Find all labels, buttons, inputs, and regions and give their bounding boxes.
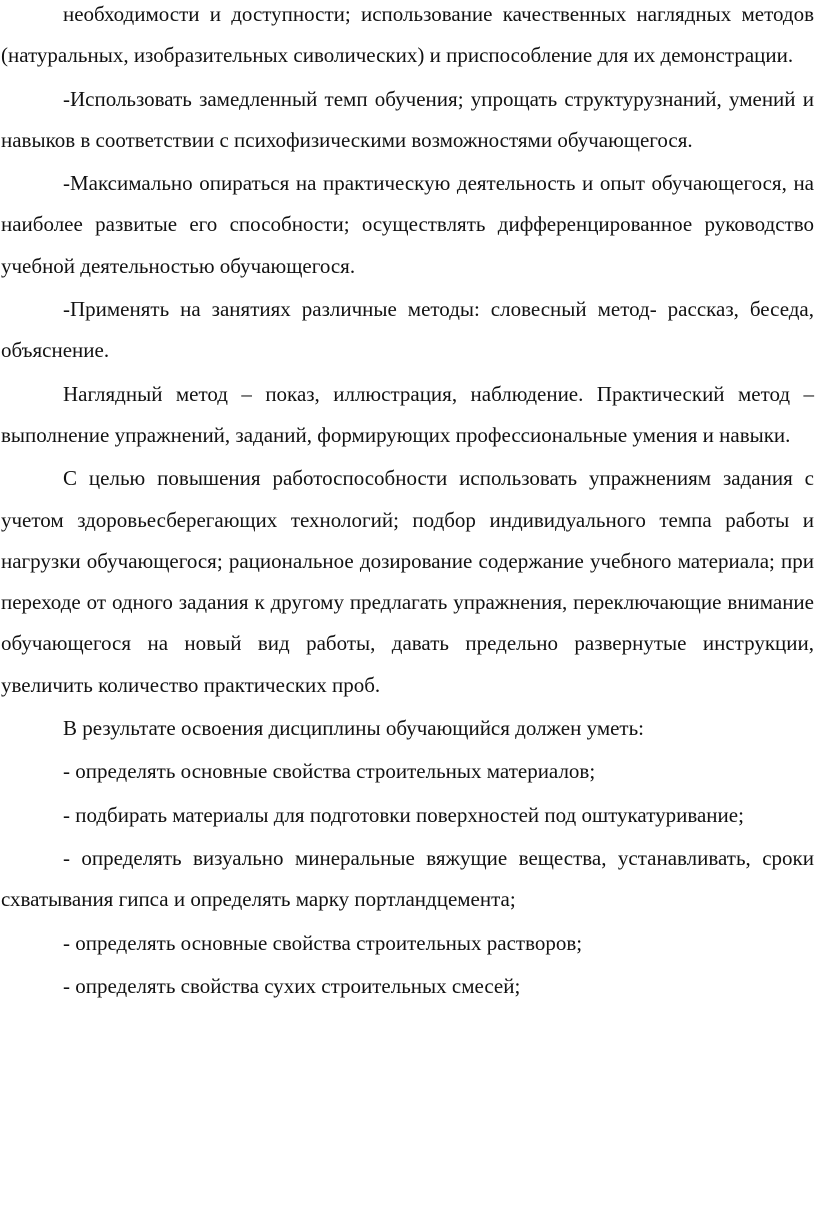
paragraph-practical-activity: -Максимально опираться на практическую деятельность и опыт обучающегося, на наиболее развитые его способности; осуществлять дифференцированное руководство учебной деятельностью обучающегося. [1,171,814,278]
list-item-material-properties: - определять основные свойства строительных материалов; [63,759,596,784]
paragraph-methods: -Применять на занятиях различные методы: словесный метод- рассказ, беседа, объяснение. [1,297,814,363]
paragraph-work-capacity: С целью повышения работоспособности использовать упражнениям задания с учетом здоровьесберегающих технологий; подбор индивидуального темпа работы и нагрузки обучающегося; рациональное дозирование содержание учебного материала; при переходе от одного задания к другому предлагать упражнения, переключающие внимание обучающегося на новый вид работы, давать предельно развернутые инструкции, увеличить количество практических проб. [1,466,814,697]
list-item-mortar-properties: - определять основные свойства строительных растворов; [63,930,583,955]
paragraph-continuation: необходимости и доступности; использование качественных наглядных методов (натуральных, изобразительных сиволических) и приспособление для их демонстрации. [1,2,814,68]
paragraph-learning-outcomes: В результате освоения дисциплины обучающийся должен уметь: [63,716,645,741]
paragraph-visual-method: Наглядный метод – показ, иллюстрация, наблюдение. Практический метод – выполнение упражнений, заданий, формирующих профессиональные умения и навыки. [1,381,814,447]
list-item-surface-materials: - подбирать материалы для подготовки поверхностей под оштукатуривание; [63,802,744,827]
paragraph-slow-pace: -Использовать замедленный темп обучения; упрощать структурузнаний, умений и навыков в соответствии с психофизическими возможностями обучающегося. [1,86,814,152]
list-item-binders: - определять визуально минеральные вяжущие вещества, устанавливать, сроки схватывания гипса и определять марку портландцемента; [1,845,814,912]
list-item-dry-mix-properties: - определять свойства сухих строительных смесей; [63,973,521,998]
